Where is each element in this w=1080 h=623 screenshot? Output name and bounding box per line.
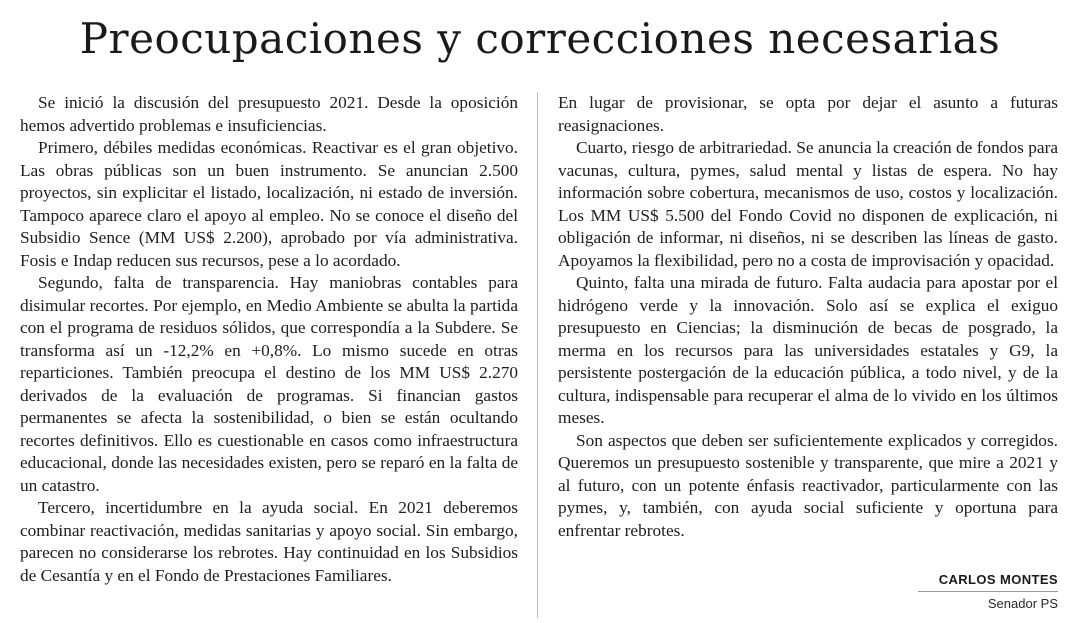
column-divider <box>537 92 538 618</box>
article-paragraph: Tercero, incertidumbre en la ayuda social. En 2021 deberemos combinar reactivación, medidas sanitarias y apoyo social. Sin embargo, parecen no considerarse los rebrotes. Hay continuidad en los Subsidios de Cesantía y en el Fondo de Prestaciones Familiares. <box>20 498 518 585</box>
article-paragraph: Se inició la discusión del presupuesto 2021. Desde la oposición hemos advertido problemas e insuficiencias. <box>20 93 518 135</box>
article-title: Preocupaciones y correcciones necesarias <box>79 14 1001 63</box>
byline-divider <box>918 591 1058 592</box>
article-paragraph: En lugar de provisionar, se opta por dejar el asunto a futuras reasignaciones. <box>558 93 1058 135</box>
article-left-column <box>20 92 518 587</box>
author-role: Senador PS <box>987 596 1058 611</box>
article-paragraph: Quinto, falta una mirada de futuro. Falta audacia para apostar por el hidrógeno verde y la innovación. Solo así se explica el exiguo presupuesto en Ciencias; la disminución de becas de posgrado, la merma en los recursos para las universidades estatales y G9, la persistente postergación de la educación pública, a todo nivel, y de la cultura, indispensable para recuperar el alma de lo vivido en los últimos meses. <box>558 273 1058 427</box>
article-paragraph: Primero, débiles medidas económicas. Reactivar es el gran objetivo. Las obras públicas son un buen instrumento. Se anuncian 2.500 proyectos, sin explicitar el listado, localización, ni estado de inversión. Tampoco aparece claro el apoyo al empleo. No se conoce el diseño del Subsidio Sence (MM US$ 2.200), aprobado por vía administrativa. Fosis e Indap reducen sus recursos, pese a lo acordado. <box>20 138 518 270</box>
article-right-column <box>558 92 1058 542</box>
article-paragraph: Cuarto, riesgo de arbitrariedad. Se anuncia la creación de fondos para vacunas, cultura, pymes, salud mental y listas de espera. No hay información sobre cobertura, mecanismos de uso, costos y localización. Los MM US$ 5.500 del Fondo Covid no disponen de explicación, ni obligación de informar, ni diseños, ni se describen las líneas de gasto. Apoyamos la flexibilidad, pero no a costa de improvisación y opacidad. <box>558 138 1058 270</box>
article-paragraph: Segundo, falta de transparencia. Hay maniobras contables para disimular recortes. Por ejemplo, en Medio Ambiente se abulta la partida con el programa de residuos sólidos, que correspondía a la Subdere. Se transforma así un -12,2% en +0,8%. Lo mismo sucede en otras reparticiones. También preocupa el destino de los MM US$ 2.270 derivados de la evaluación de programas. Si financian gastos permanentes se afecta la sostenibilidad, o bien se están ocultando recortes definitivos. Ello es cuestionable en casos como infraestructura educacional, donde las necesidades existen, pero se reparó en la falta de un catastro. <box>20 273 518 495</box>
author-name: CARLOS MONTES <box>938 572 1058 587</box>
article-byline <box>918 572 1058 612</box>
article-paragraph: Son aspectos que deben ser suficientemente explicados y corregidos. Queremos un presupuesto sostenible y transparente, que mire a 2021 y al futuro, con un potente énfasis reactivador, particularmente con las pymes, y, también, con ayuda social suficiente y oportuna para enfrentar rebrotes. <box>558 430 1058 540</box>
